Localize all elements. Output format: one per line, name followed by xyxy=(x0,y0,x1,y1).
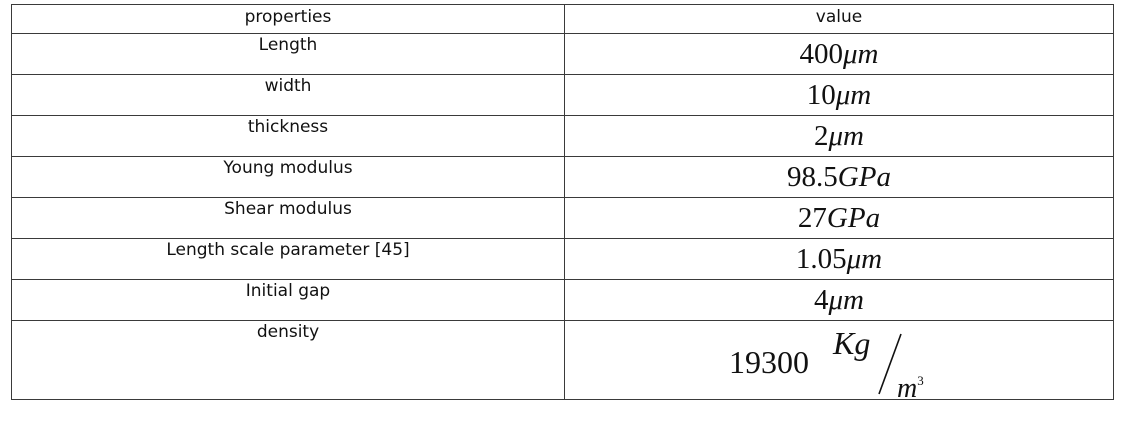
table-row xyxy=(12,157,1114,198)
property-cell: Shear modulus xyxy=(12,198,565,239)
density-fraction xyxy=(729,325,949,404)
unit-numerator: Kg xyxy=(833,325,871,361)
value-unit: GPa xyxy=(826,202,881,234)
value-number: 1.05 xyxy=(795,243,847,275)
value-number: 98.5 xyxy=(787,161,838,193)
value-number: 4 xyxy=(814,284,829,316)
table-header-row xyxy=(12,5,1114,34)
value-unit: GPa xyxy=(837,161,891,193)
value-number: 27 xyxy=(797,202,827,234)
property-cell: width xyxy=(12,75,565,116)
value-cell xyxy=(565,198,1114,239)
table-row xyxy=(12,116,1114,157)
value-cell xyxy=(565,321,1114,404)
properties-table xyxy=(11,4,1114,404)
value-cell xyxy=(565,34,1114,75)
unit-denominator xyxy=(897,365,924,405)
value-unit: μm xyxy=(828,120,864,152)
value-number: 400 xyxy=(799,38,843,70)
property-cell: Young modulus xyxy=(12,157,565,198)
property-cell: density xyxy=(12,321,565,400)
property-cell: Length xyxy=(12,34,565,75)
value-number: 19300 xyxy=(729,344,809,380)
value-unit: μm xyxy=(828,284,864,316)
unit-denominator-base: m xyxy=(897,373,918,404)
table-row xyxy=(12,198,1114,239)
property-cell: Initial gap xyxy=(12,280,565,321)
properties-table-container xyxy=(11,4,1113,404)
table-row xyxy=(12,75,1114,116)
value-cell xyxy=(565,157,1114,198)
value-cell xyxy=(565,280,1114,321)
value-cell xyxy=(565,116,1114,157)
unit-denominator-exponent: 3 xyxy=(917,373,924,388)
table-row xyxy=(12,321,1114,400)
value-unit: μm xyxy=(835,79,872,111)
property-cell: Length scale parameter [45] xyxy=(12,239,565,280)
table-row xyxy=(12,280,1114,321)
value-number: 2 xyxy=(814,120,829,152)
value-cell xyxy=(565,239,1114,280)
table-row xyxy=(12,34,1114,75)
header-properties: properties xyxy=(12,5,565,34)
value-cell xyxy=(565,75,1114,116)
value-unit: μm xyxy=(843,38,879,70)
value-unit: μm xyxy=(846,243,883,275)
header-value: value xyxy=(565,5,1114,34)
property-cell: thickness xyxy=(12,116,565,157)
value-number: 10 xyxy=(806,79,836,111)
table-row xyxy=(12,239,1114,280)
